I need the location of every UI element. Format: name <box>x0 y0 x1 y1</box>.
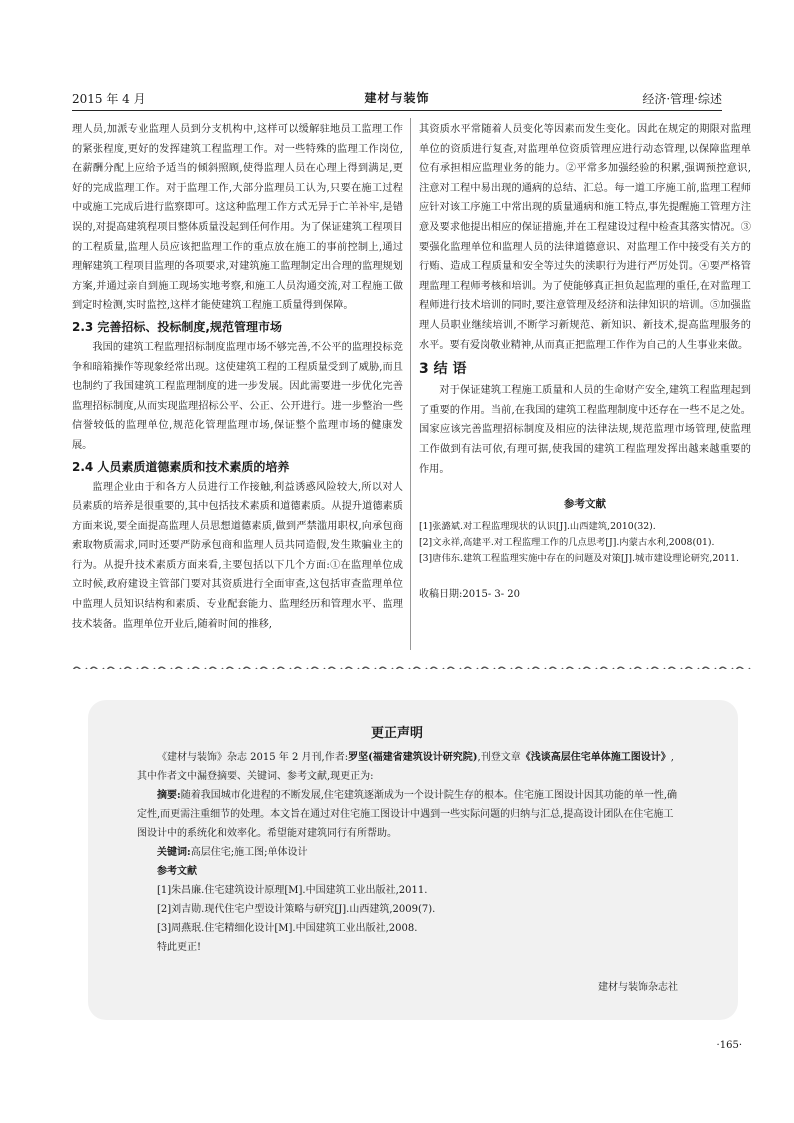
notice-ref-item: [3]周燕珉.住宅精细化设计[M].中国建筑工业出版社,2008. <box>157 923 418 934</box>
notice-closing: 特此更正! <box>157 942 202 953</box>
keywords-label: 关键词: <box>157 847 191 858</box>
abstract-text: 随着我国城市化进程的不断发展,住宅建筑逐渐成为一个设计院生存的根本。住宅施工图设计因其功能的单一性,确定性,而更需注重细节的处理。本文旨在通过对住宅施工图设计中遇到一些实际问题的归纳与汇总,提高设计团队在住宅施工图设计中的系统化和效率化。希望能对建筑同行有所帮助。 <box>137 790 678 839</box>
paragraph: 理人员,加派专业监理人员到分支机构中,这样可以缓解驻地员工监理工作的紧张程度,更好的发挥建筑工程监理工作。对一些特殊的监理工作岗位,在薪酬分配上应给予适当的倾斜照顾,使得监理人员在心理上得到满足,更好的完成监理工作。对于监理工作,大部分监理员工认为,只要在施工过程中或施工完成后进行监察即可。这这种监理工作方式无异于亡羊补牢,是错误的,对提高建筑程项目整体质量没起到任何作用。为了保证建筑工程项目的工程质量,监理人员应该把监理工作的重点放在施工的事前控制上,通过理解建筑工程项目监理的各项要求,对建筑施工监理制定出合理的监理规划方案,并通过亲自到施工现场实地考察,和施工人员沟通交流,对工程施工做到定时检测,实时监控,这样才能使建筑工程施工质量得到保障。 <box>72 124 403 312</box>
notice-text: ,其中作者文中漏登摘要、关键词、参考文献,现更正为: <box>137 752 674 782</box>
notice-text: ,刊登文章 <box>477 752 521 763</box>
paragraph: 我国的建筑工程监理招标制度监理市场不够完善,不公平的监理投标竞争和暗箱操作等现象经常出现。这使建筑工程的工程质量受到了威胁,而且也制约了我国建筑工程监理制度的进一步发展。因此需要进一步优化完善监理招标制度,从而实现监理招标公平、公正、公开进行。进一步整治一些信誉较低的监理单位,规范化管理监理市场,保证整个监理市场的健康发展。 <box>72 341 403 451</box>
refs-title-text: 参考文献 <box>157 866 197 877</box>
running-header <box>72 88 722 111</box>
notice-author: 罗坚(福建省建筑设计研究院) <box>348 752 478 763</box>
notice-ref-item: [2]刘吉勋.现代住宅户型设计策略与研究[J].山西建筑,2009(7). <box>157 904 436 915</box>
right-column <box>419 120 751 604</box>
notice-ref-item: [1]朱昌廉.住宅建筑设计原理[M].中国建筑工业出版社,2011. <box>157 885 428 896</box>
paragraph: 其资质水平常随着人员变化等因素而发生变化。因此在规定的期限对监理单位的资质进行复查,对监理单位资质管理应进行动态管理,以保障监理单位有承担相应监理业务的能力。②平常多加强经验的积累,强调预控意识,注意对工程中易出现的通病的总结、汇总。每一道工序施工前,监理工程师应针对该工序施工中常出现的质量通病和施工特点,事先提醒施工管理方注意及要求他提出相应的保证措施,并在工程建设过程中检查其落实情况。③要强化监理单位和监理人员的法律道德意识、对监理工作中接受有关方的行贿、造成工程质量和安全等过失的渎职行为进行严厉处罚。④要严格管理监理工程师考核和培训。为了使能够真正担负起监理的重任,在对监理工程师进行技术培训的同时,要注意管理及经济和法律知识的培训。⑤加强监理人员职业继续培训,不断学习新规范、新知识、新技术,提高监理服务的水平。要有爱岗敬业精神,从而真正把监理工作作为自己的人生事业来做。 <box>419 124 751 351</box>
section-heading-conclusion: 3 结 语 <box>419 361 467 378</box>
notice-article-title: 《浅谈高层住宅单体施工图设计》 <box>520 752 671 763</box>
notice-text: 《建材与装饰》杂志 2015 年 2 月刊,作者: <box>157 752 349 763</box>
received-date: 收稿日期:2015- 3- 20 <box>419 588 521 600</box>
notice-signature: 建材与装饰杂志社 <box>598 982 678 993</box>
decorative-border <box>72 659 752 669</box>
section-heading-2-3: 2.3 完善招标、投标制度,规范管理市场 <box>72 319 282 334</box>
notice-paragraph <box>137 748 682 786</box>
page-number: ·165· <box>716 1040 742 1051</box>
section-heading-2-4: 2.4 人员素质道德素质和技术素质的培养 <box>72 459 290 474</box>
issue-date: 2015 年 4 月 <box>72 92 146 106</box>
paragraph: 对于保证建筑工程施工质量和人员的生命财产安全,建筑工程监理起到了重要的作用。当前,在我国的建筑工程监理制度中还存在一些不足之处。国家应该完善监理招标制度及相应的法律法规,规范监理市场管理,使监理工作做到有法可依,有理可据,使我国的建筑工程监理发挥出越来越重要的作用。 <box>419 385 751 475</box>
notice-title: 更正声明 <box>370 726 423 741</box>
column-divider <box>410 118 411 650</box>
references-title: 参考文献 <box>564 498 606 511</box>
reference-item: [2]文永祥,高建平.对工程监理工作的几点思考[J].内蒙古水利,2008(01). <box>419 536 715 548</box>
notice-keywords <box>137 843 682 862</box>
journal-title: 建材与装饰 <box>364 91 430 105</box>
notice-abstract <box>137 786 682 843</box>
left-column <box>72 120 403 634</box>
abstract-label: 摘要: <box>157 790 181 801</box>
section-name: 经济·管理·综述 <box>642 92 722 106</box>
paragraph: 监理企业由于和各方人员进行工作接触,利益诱惑风险较大,所以对人员素质的培养是很重要的,其中包括技术素质和道德素质。从提升道德素质方面来说,要全面提高监理人员思想道德素质,做到严禁滥用职权,向承包商索取物质需求,同时还要严防承包商和监理人员共同造假,发生欺骗业主的行为。从提升技术素质方面来看,主要包括以下几个方面:①在监理单位成立时候,政府建设主管部门要对其资质进行全面审查,这包括审查监理单位中监理人员知识结构和素质、专业配套能力、监理经历和管理水平、监理技术装备。监理单位开业后,随着时间的推移, <box>72 481 403 630</box>
notice-body <box>137 748 682 957</box>
reference-item: [3]唐伟东.建筑工程监理实施中存在的问题及对策[J].城市建设理论研究,2011. <box>419 552 739 564</box>
reference-item: [1]张潞斌.对工程监理现状的认识[J].山西建筑,2010(32). <box>419 520 656 532</box>
notice-refs-title <box>137 862 682 881</box>
keywords-text: 高层住宅;施工图;单体设计 <box>190 847 308 858</box>
